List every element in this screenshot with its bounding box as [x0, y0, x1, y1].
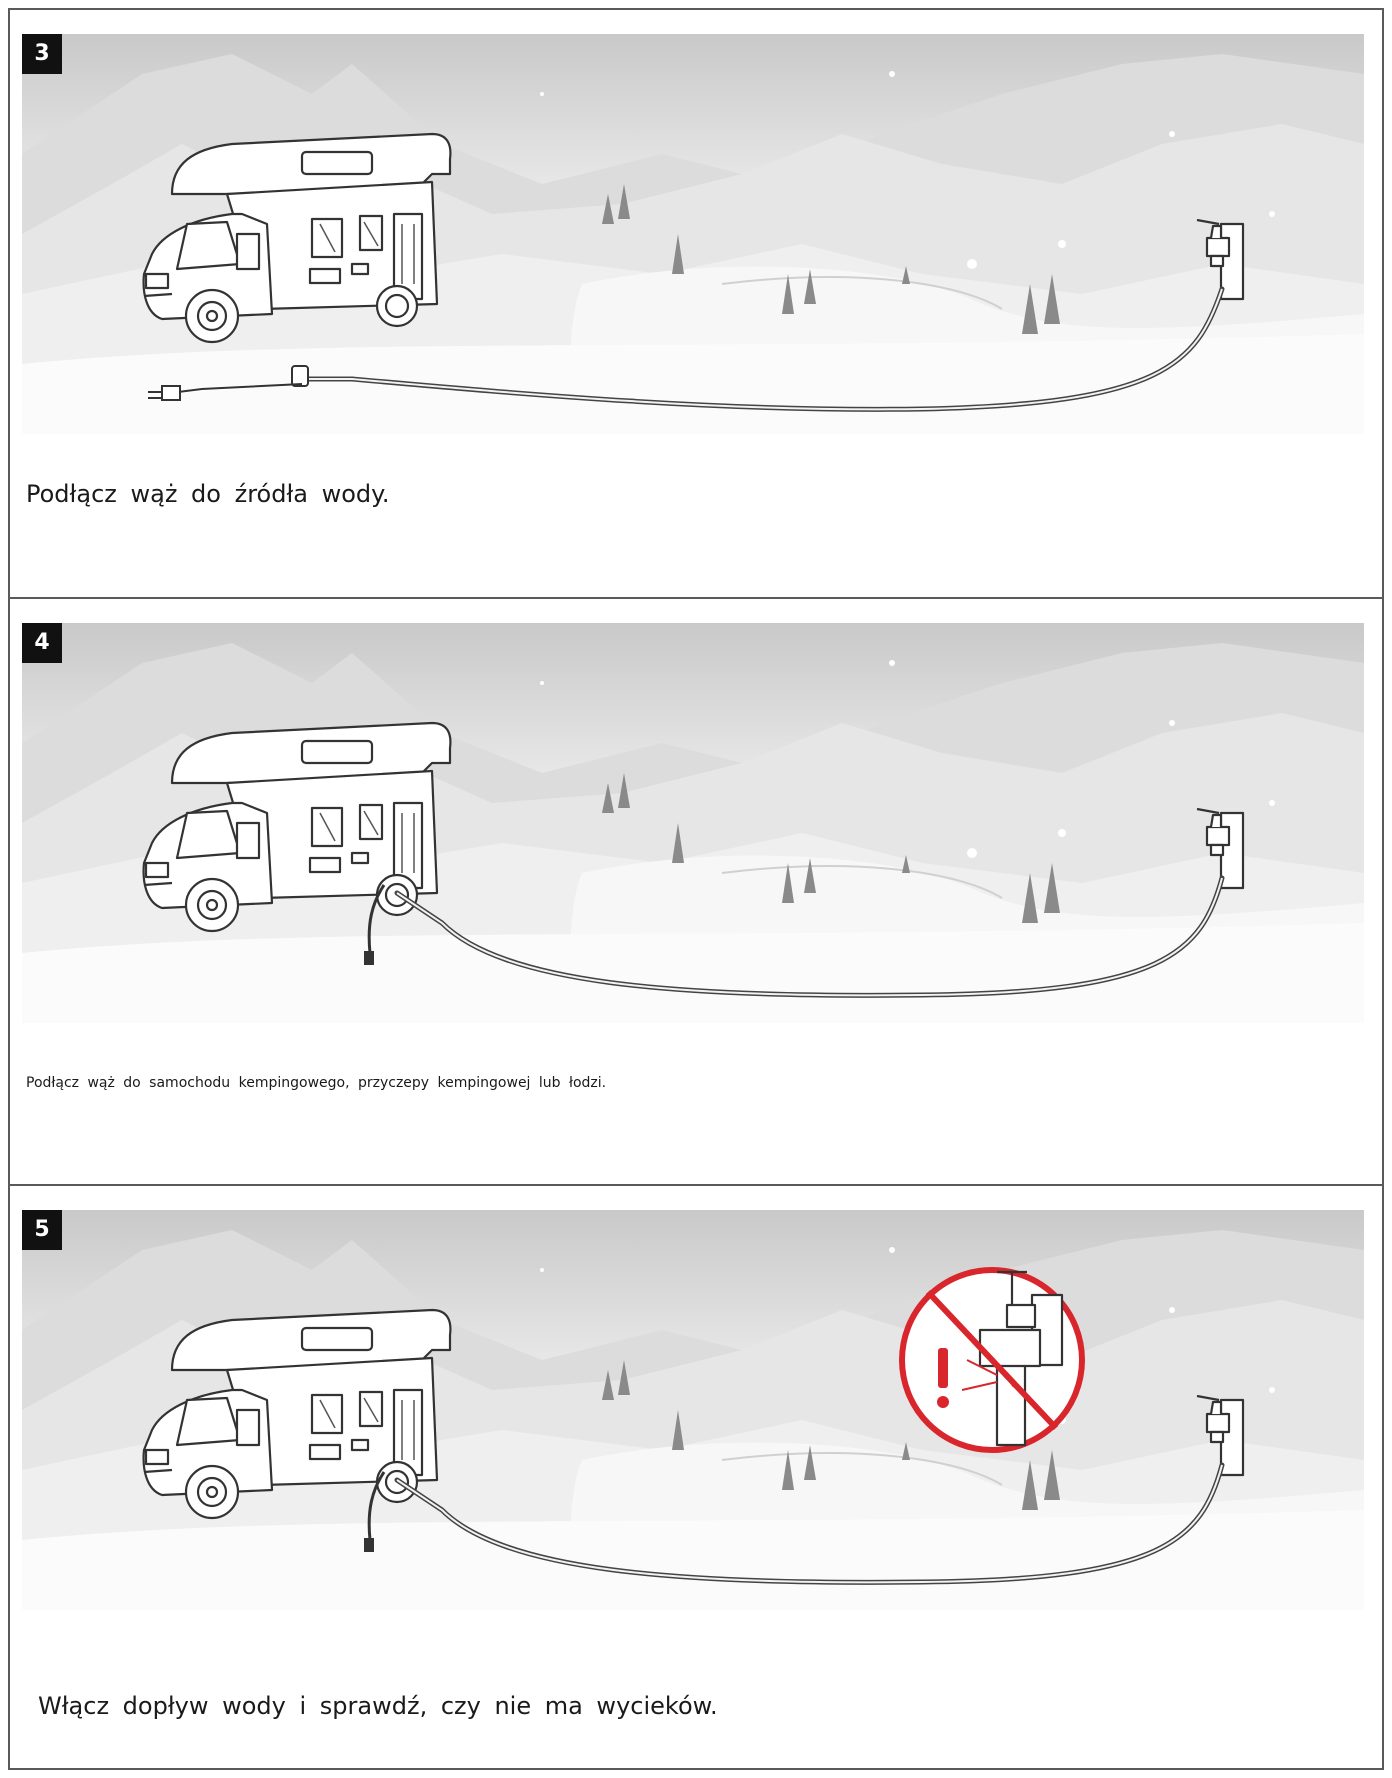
step-4-scene [22, 623, 1364, 1023]
step-3-panel [10, 10, 1382, 597]
step-number-badge: 4 [22, 623, 62, 663]
no-leak-warning-icon [902, 1270, 1082, 1450]
step-4-caption: Podłącz wąż do samochodu kempingowego, przyczepy kempingowej lub łodzi. [26, 1075, 607, 1091]
step-5-scene [22, 1210, 1364, 1610]
step-3-caption: Podłącz wąż do źródła wody. [26, 480, 390, 508]
step-5-illustration [22, 1210, 1364, 1610]
step-4-illustration [22, 623, 1364, 1023]
step-number-badge: 3 [22, 34, 62, 74]
step-number-badge: 5 [22, 1210, 62, 1250]
step-5-caption: Włącz dopływ wody i sprawdź, czy nie ma wycieków. [38, 1692, 718, 1720]
instruction-sheet [8, 8, 1384, 1770]
step-5-panel [10, 1184, 1382, 1768]
step-4-panel [10, 597, 1382, 1184]
step-3-illustration [22, 34, 1364, 434]
step-3-scene [22, 34, 1364, 434]
